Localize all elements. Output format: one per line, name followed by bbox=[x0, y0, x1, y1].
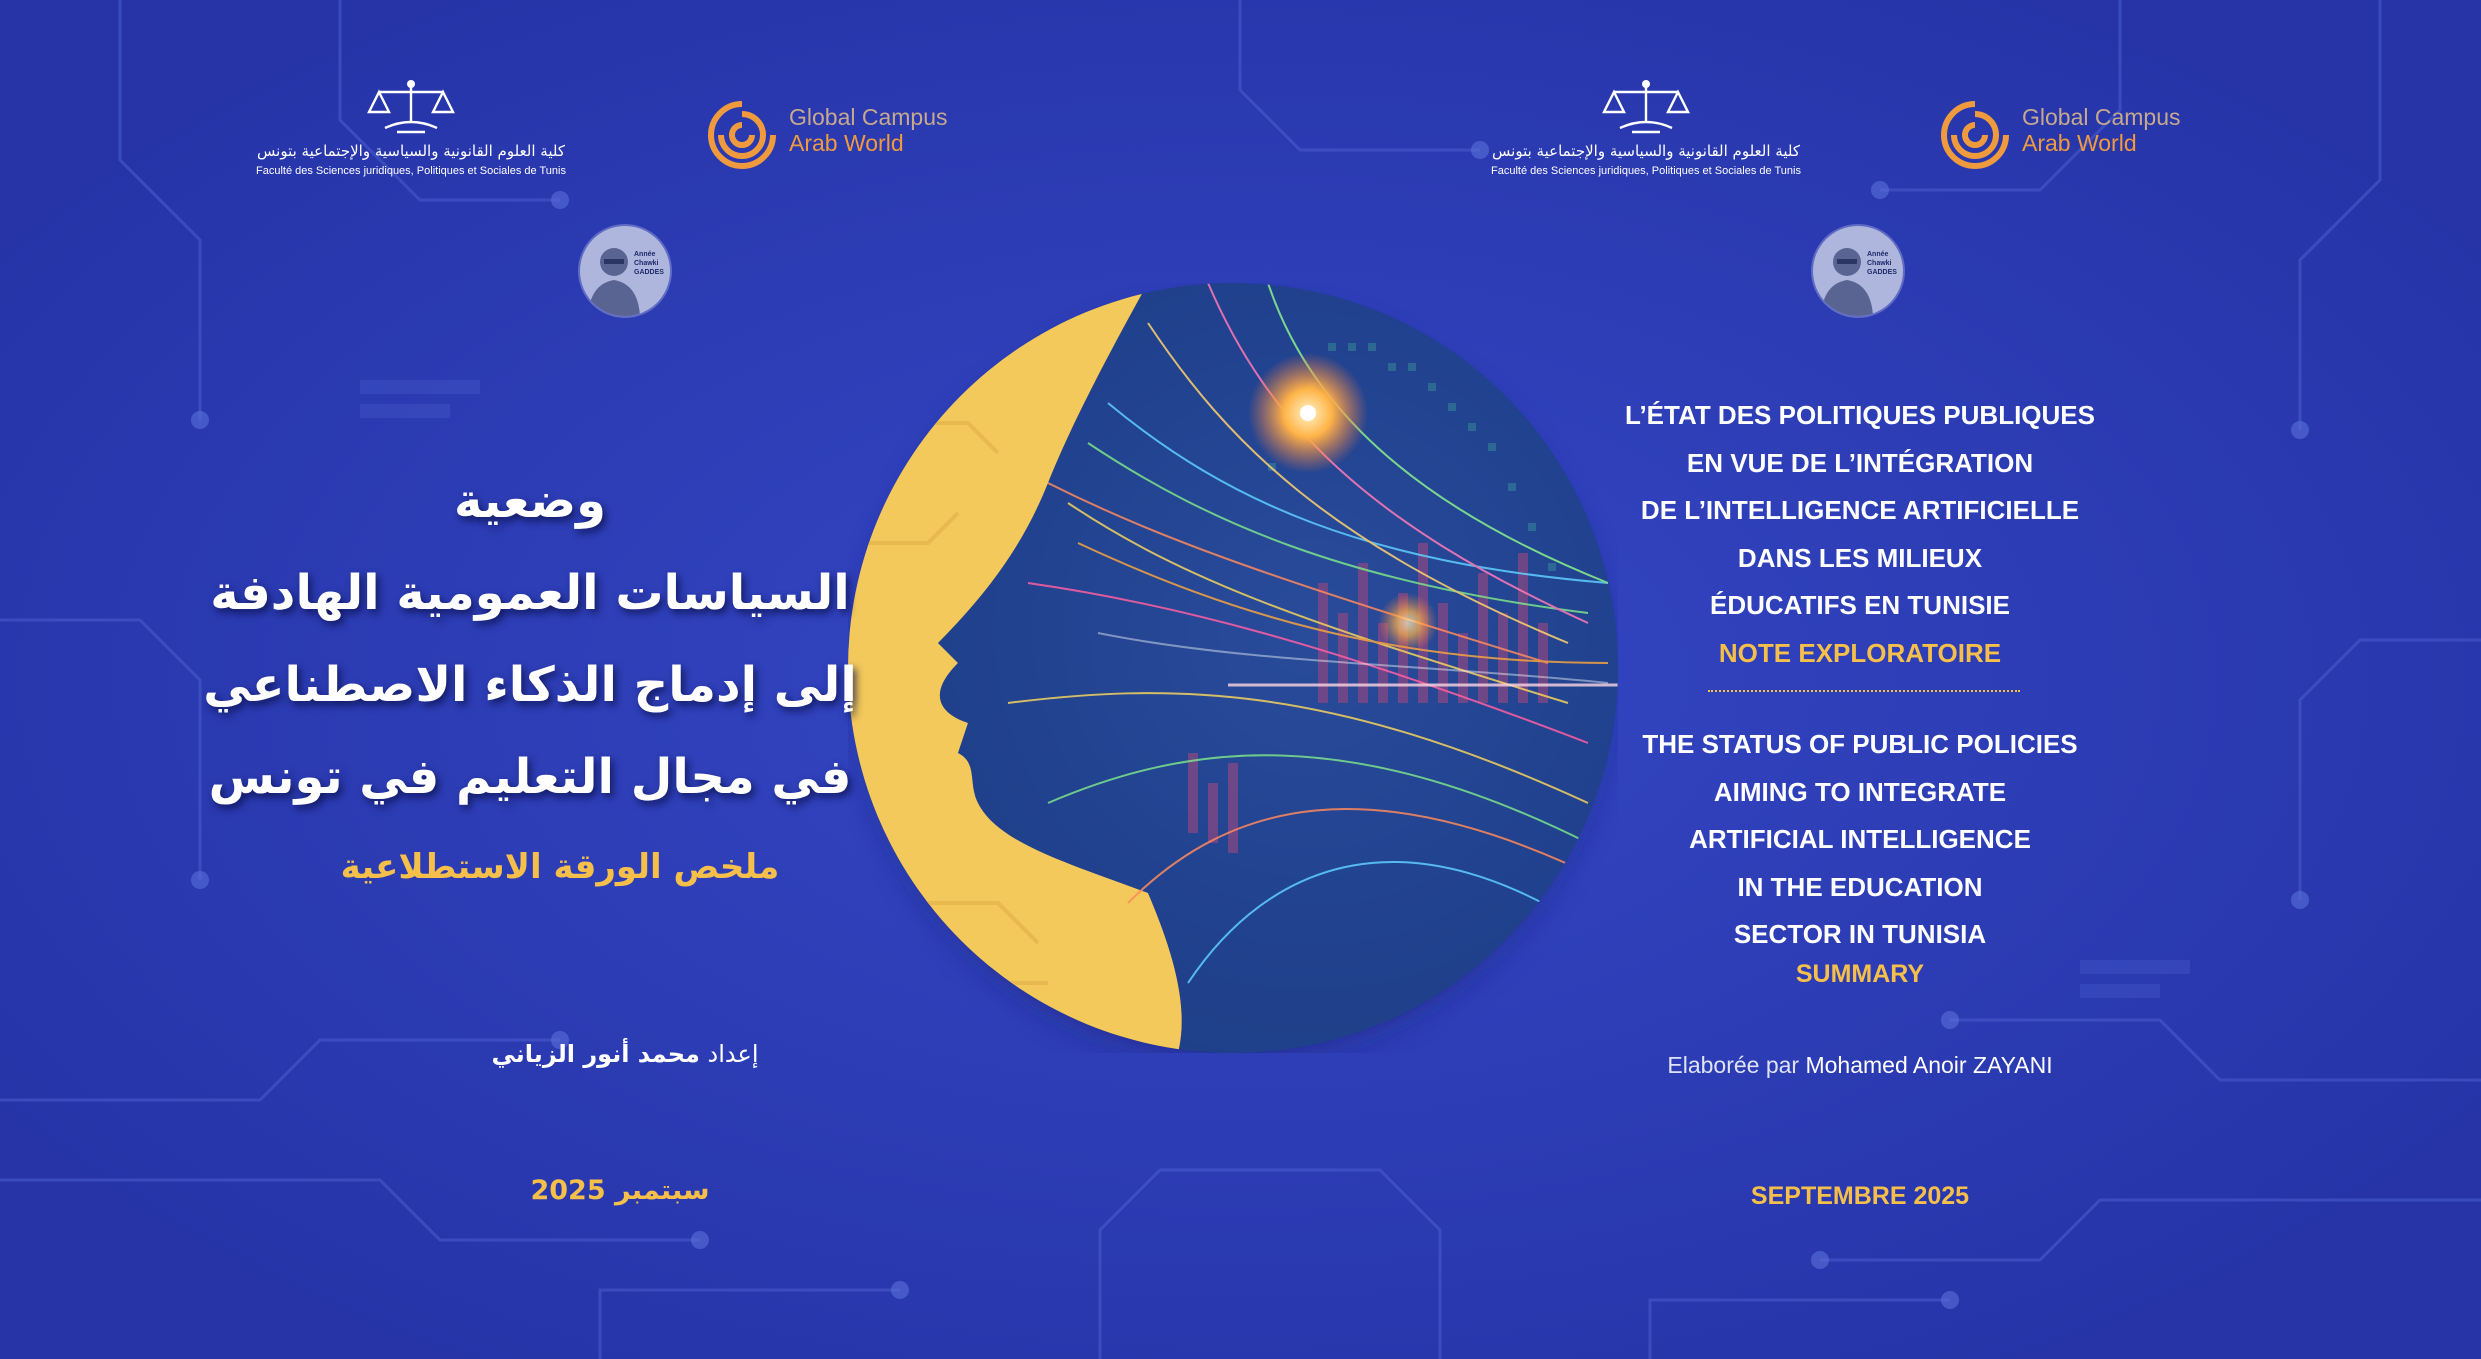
arabic-subtitle: ملخص الورقة الاستطلاعية bbox=[340, 847, 780, 887]
global-campus-line1: Global Campus bbox=[789, 104, 948, 130]
portrait-caption-3: GADDES bbox=[634, 269, 664, 276]
arabic-title-line-2: السياسات العمومية الهادفة bbox=[210, 565, 850, 621]
arabic-title-line-3: إلى إدماج الذكاء الاصطناعي bbox=[203, 657, 857, 713]
english-title-line-4: IN THE EDUCATION bbox=[1737, 871, 1983, 902]
french-title-line-3: DE L’INTELLIGENCE ARTIFICIELLE bbox=[1640, 495, 2080, 525]
faculty-name-french: Faculté des Sciences juridiques, Politiques et Sociales de Tunis bbox=[1490, 165, 1801, 177]
french-title-line-2: EN VUE DE L’INTÉGRATION bbox=[1686, 447, 2034, 478]
english-title-line-5: SECTOR IN TUNISIA bbox=[1733, 919, 1987, 949]
arabic-author-label: إعداد bbox=[707, 1040, 759, 1068]
scales-of-justice-icon bbox=[363, 78, 459, 138]
portrait-caption-1: Année bbox=[1867, 251, 1889, 258]
portrait-badge-right bbox=[1813, 226, 1903, 316]
arabic-date: سبتمبر 2025 bbox=[530, 1175, 710, 1206]
global-campus-logo-right bbox=[1938, 92, 2238, 172]
french-author-label: Elaborée par bbox=[1667, 1052, 1800, 1078]
faculty-name-arabic: كلية العلوم القانونية والسياسية والإجتماعية بتونس bbox=[257, 142, 565, 160]
french-date: SEPTEMBRE 2025 bbox=[1750, 1182, 1970, 1210]
global-campus-swirl-icon bbox=[1938, 98, 2012, 172]
arabic-title-line-1: وضعية bbox=[453, 473, 606, 529]
arabic-title-line-4: في مجال التعليم في تونس bbox=[208, 749, 852, 805]
scales-of-justice-icon bbox=[1598, 78, 1694, 138]
portrait-caption-3: GADDES bbox=[1867, 269, 1897, 276]
french-author-name: Mohamed Anoir ZAYANI bbox=[1805, 1052, 2053, 1078]
portrait-caption-2: Chawki bbox=[634, 260, 659, 267]
french-title-line-1: L’ÉTAT DES POLITIQUES PUBLIQUES bbox=[1625, 400, 2095, 430]
french-note: NOTE EXPLORATOIRE bbox=[1718, 637, 2002, 668]
french-title-line-4: DANS LES MILIEUX bbox=[1737, 542, 1983, 573]
dotted-divider bbox=[1708, 690, 2020, 692]
portrait-badge-left bbox=[580, 226, 670, 316]
french-title-line-5: ÉDUCATIFS EN TUNISIE bbox=[1710, 590, 2010, 620]
french-author bbox=[1560, 1052, 2160, 1079]
global-campus-logo-left bbox=[705, 92, 1005, 172]
faculty-name-french: Faculté des Sciences juridiques, Politiques et Sociales de Tunis bbox=[255, 165, 566, 177]
english-title-line-3: ARTIFICIAL INTELLIGENCE bbox=[1689, 824, 2031, 854]
ai-head-profile-illustration bbox=[848, 283, 1618, 1053]
faculty-logo-right bbox=[1466, 78, 1826, 177]
arabic-title bbox=[180, 455, 880, 823]
english-title bbox=[1560, 721, 2160, 959]
global-campus-line2: Arab World bbox=[789, 130, 904, 156]
arabic-author-name: محمد أنور الزياني bbox=[491, 1040, 700, 1068]
global-campus-line1: Global Campus bbox=[2022, 104, 2181, 130]
arabic-author bbox=[400, 1040, 850, 1068]
global-campus-swirl-icon bbox=[705, 98, 779, 172]
english-title-line-2: AIMING TO INTEGRATE bbox=[1713, 776, 2007, 807]
portrait-caption-2: Chawki bbox=[1867, 260, 1892, 267]
faculty-name-arabic: كلية العلوم القانونية والسياسية والإجتماعية بتونس bbox=[1492, 142, 1800, 160]
english-title-line-1: THE STATUS OF PUBLIC POLICIES bbox=[1642, 729, 2078, 759]
faculty-logo-left bbox=[231, 78, 591, 177]
portrait-caption-1: Année bbox=[634, 251, 656, 258]
global-campus-line2: Arab World bbox=[2022, 130, 2137, 156]
french-title bbox=[1560, 392, 2160, 677]
english-summary: SUMMARY bbox=[1795, 960, 1925, 988]
